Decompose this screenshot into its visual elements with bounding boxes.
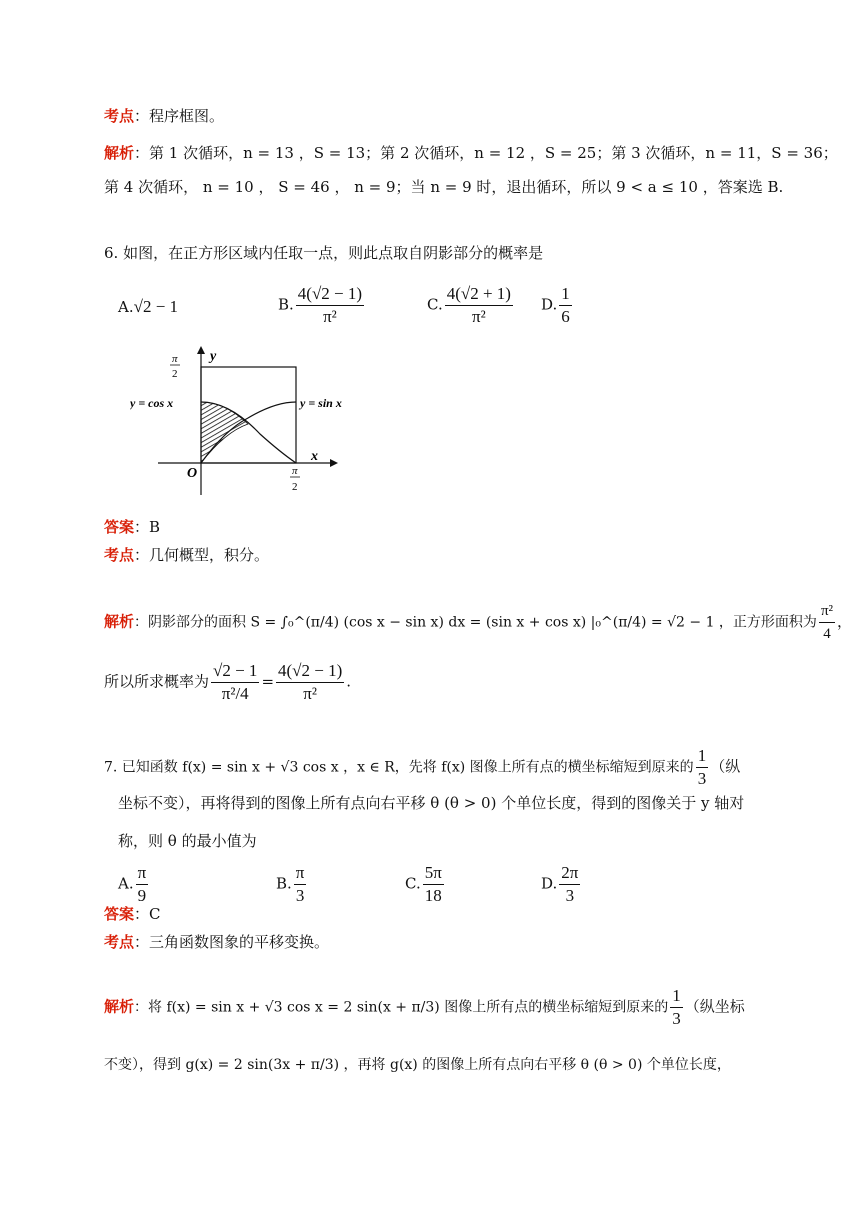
jiexi-label: 解析 (104, 612, 135, 631)
fraction-denominator: π² (323, 307, 337, 326)
q7-jiexi-line1 (104, 985, 745, 1030)
q7-jiexi-line2: 不变），得到 g(x) = 2 sin(3x + π/3) ，再将 g(x) 的图像上所有点向右平移 θ (θ > 0) 个单位长度， (104, 1057, 731, 1073)
fraction-denominator: π²/4 (221, 684, 249, 703)
jiexi-text: ：将 f(x) = sin x + √3 cos x = 2 sin(x + π/3) 图像上所有点的横坐标缩短到原来的 (134, 999, 669, 1016)
option-label: D. (541, 295, 558, 314)
answer-label: 答案 (104, 518, 135, 536)
q7-option-d (541, 862, 582, 907)
y-axis-label: y (210, 349, 217, 364)
x-axis-label: x (311, 449, 318, 464)
x-arrow-icon (330, 459, 338, 467)
q7-option-c (405, 862, 446, 907)
equals: = (261, 672, 275, 691)
q7-stem-line2: 坐标不变），再将得到的图像上所有点向右平移 θ (θ > 0) 个单位长度，得到的图像关于 y 轴对 (118, 794, 745, 812)
fraction-denominator: 3 (672, 1009, 681, 1028)
answer-label: 答案 (104, 905, 135, 923)
jiexi-label: 解析 (104, 997, 135, 1016)
x-right-den: 2 (292, 481, 298, 493)
fraction-denominator: 18 (424, 886, 442, 905)
fraction-denominator: 9 (137, 886, 147, 905)
x-right-num: π (292, 465, 298, 477)
option-label: B. (276, 874, 292, 893)
answer-text: ：B (134, 518, 161, 536)
punct: . (346, 672, 352, 691)
fraction-denominator: π² (303, 684, 317, 703)
punct: ， (837, 612, 853, 631)
fraction-numerator: 4(√2 − 1) (296, 283, 364, 306)
q6-option-c (427, 283, 515, 328)
y-top-den: 2 (172, 368, 178, 380)
jiexi-text: ：阴影部分的面积 S = ∫₀^(π/4) (cos x − sin x) dx = (sin x + cos x) |₀^(π/4) = √2 − 1 ，正方形面积为 (134, 614, 817, 631)
kaodian-text: ：三角函数图象的平移变换。 (134, 933, 330, 951)
stem-end: （纵 (710, 757, 741, 776)
answer-text: ：C (134, 905, 161, 923)
q6-answer (104, 517, 160, 537)
option-label: A. (118, 298, 134, 316)
fraction-denominator: 6 (561, 307, 570, 326)
option-value: √2 − 1 (133, 297, 179, 316)
fraction-denominator: 3 (697, 769, 707, 788)
origin-label: O (187, 466, 198, 481)
fraction-numerator: 1 (670, 985, 683, 1008)
sin-label: y = sin x (300, 396, 342, 410)
fraction-numerator: 1 (559, 283, 572, 306)
option-label: D. (541, 874, 558, 893)
option-label: C. (427, 295, 443, 314)
kaodian-text: ：程序框图。 (134, 107, 225, 125)
stem-text: 7. 已知函数 f(x) = sin x + √3 cos x ，x ∈ R，先将 f(x) 图像上所有点的横坐标缩短到原来的 (104, 759, 694, 776)
q7-kaodian (104, 932, 329, 952)
option-label: A. (118, 874, 134, 893)
y-arrow-icon (197, 346, 205, 354)
jiexi-label: 解析 (104, 144, 135, 162)
q6-jiexi-line1 (104, 600, 852, 645)
jiexi-5-line1 (104, 143, 838, 163)
fraction-numerator: 5π (423, 862, 444, 885)
kaodian-label: 考点 (104, 933, 135, 951)
q6-figure (130, 340, 350, 500)
fraction-denominator: π² (472, 307, 486, 326)
q7-option-b (276, 862, 308, 907)
q7-stem-line3: 称，则 θ 的最小值为 (118, 832, 257, 850)
kaodian-label: 考点 (104, 546, 135, 564)
fraction-numerator: 1 (696, 745, 709, 768)
fraction-numerator: √2 − 1 (211, 660, 259, 683)
q6-stem: 6. 如图，在正方形区域内任取一点，则此点取自阴影部分的概率是 (104, 244, 544, 262)
kaodian-5 (104, 106, 224, 126)
fraction-numerator: π² (819, 600, 835, 623)
q6-jiexi-line2 (104, 660, 351, 705)
option-label: B. (278, 295, 294, 314)
fraction-numerator: 4(√2 + 1) (445, 283, 513, 306)
q7-answer (104, 904, 161, 924)
fraction-denominator: 4 (823, 626, 831, 642)
jiexi-5-line2: 第 4 次循环， n = 10 ， S = 46 ， n = 9；当 n = 9 时，退出循环，所以 9 < a ≤ 10 ，答案选 B. (104, 178, 784, 196)
fraction-denominator: 3 (295, 886, 305, 905)
jiexi-end: （纵坐标 (684, 997, 745, 1016)
fraction-denominator: 3 (565, 886, 575, 905)
q7-stem-line1 (104, 745, 740, 790)
option-label: C. (405, 874, 421, 893)
fraction-numerator: π (294, 862, 307, 885)
jiexi-text: ：第 1 次循环，n = 13 ，S = 13；第 2 次循环，n = 12 ，S = 25；第 3 次循环，n = 11，S = 36； (134, 144, 838, 162)
y-top-num: π (172, 353, 178, 365)
q6-option-a (118, 297, 178, 317)
cos-label: y = cos x (130, 396, 174, 410)
fraction-numerator: 2π (559, 862, 580, 885)
q7-option-a (118, 862, 150, 907)
q6-kaodian (104, 545, 269, 565)
q6-option-b (278, 283, 366, 328)
q6-option-d (541, 283, 574, 328)
jiexi-text: 所以所求概率为 (104, 672, 210, 691)
fraction-numerator: 4(√2 − 1) (276, 660, 344, 683)
fraction-numerator: π (136, 862, 149, 885)
kaodian-label: 考点 (104, 107, 135, 125)
kaodian-text: ：几何概型，积分。 (134, 546, 270, 564)
